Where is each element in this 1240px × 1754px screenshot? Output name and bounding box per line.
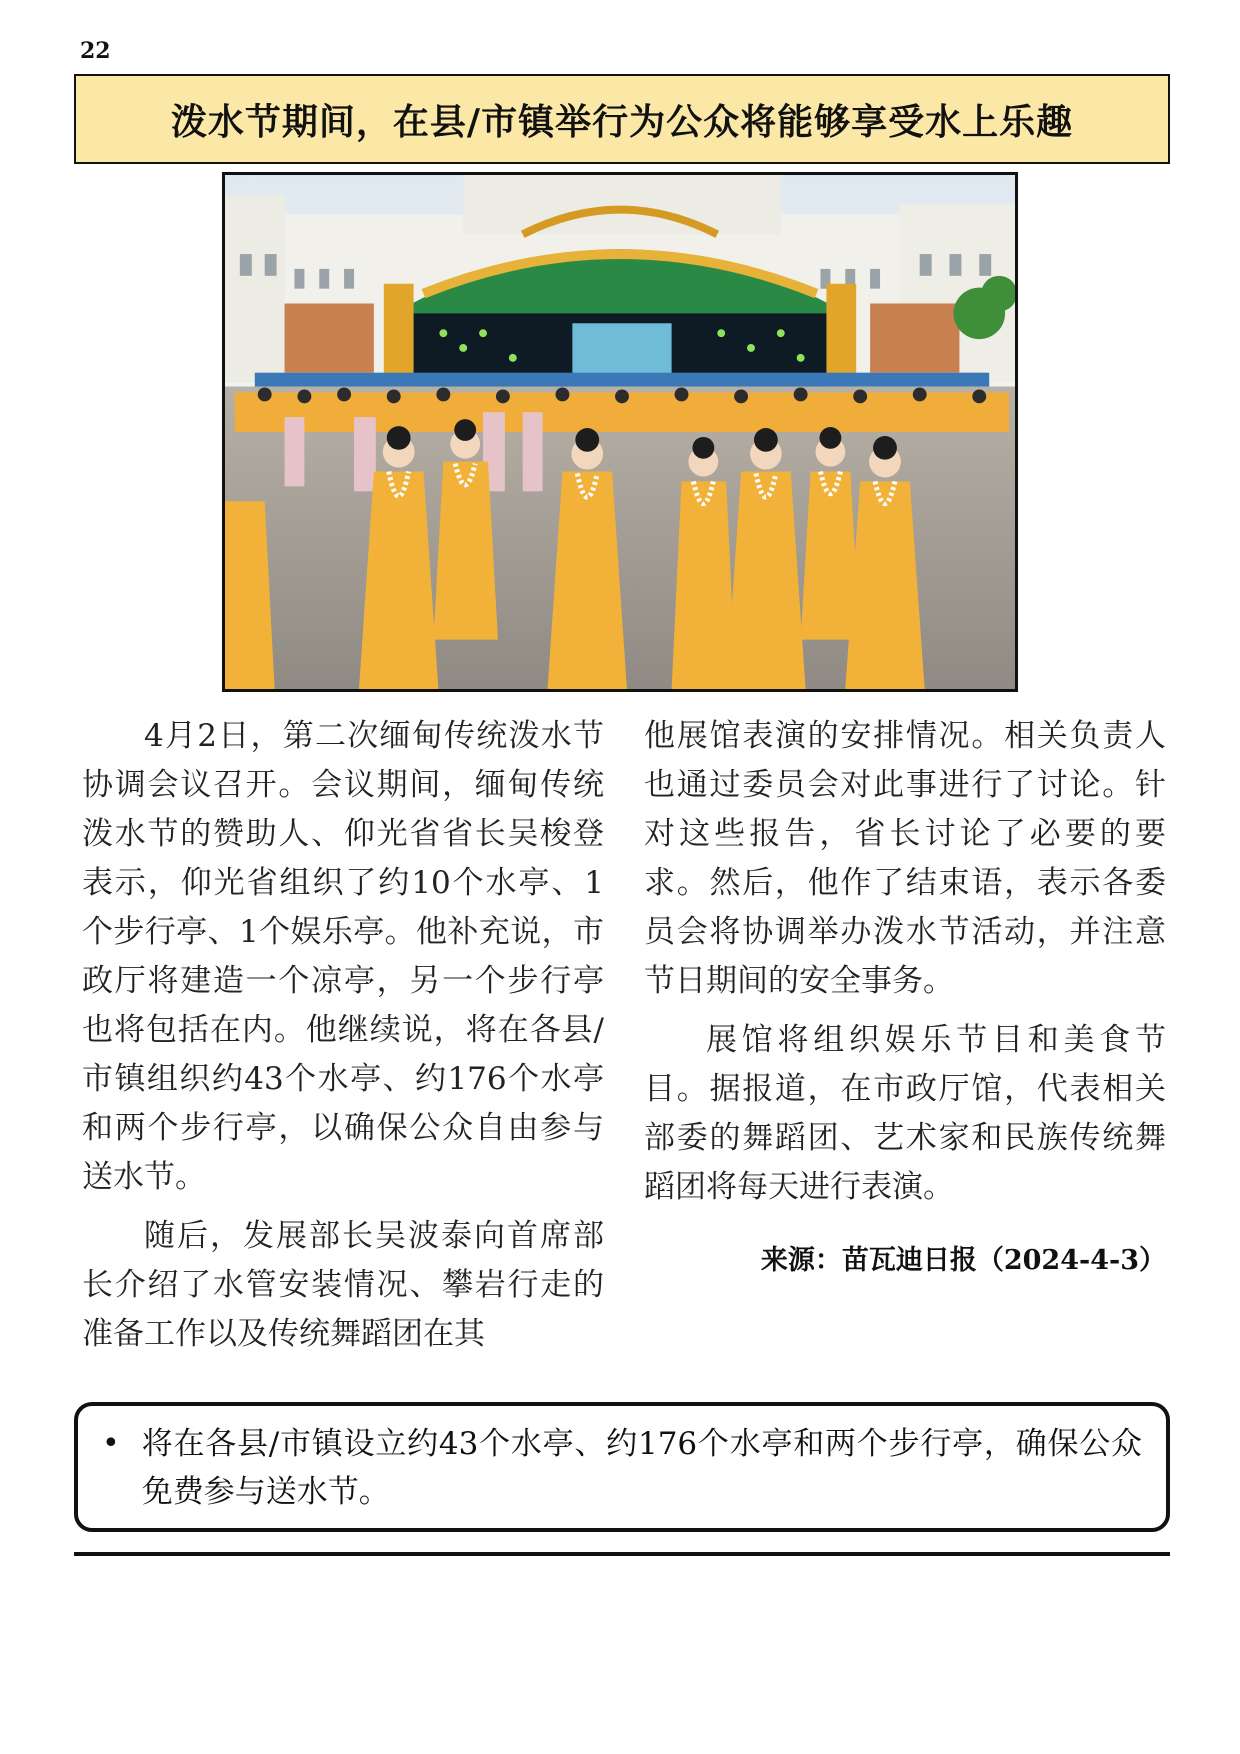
headline-banner bbox=[74, 74, 1170, 164]
page-number: 22 bbox=[80, 38, 111, 64]
article-paragraph: 他展馆表演的安排情况。相关负责人也通过委员会对此事进行了讨论。针对这些报告，省长讨论了必要的要求。然后，他作了结束语，表示各委员会将协调举办泼水节活动，并注意节日期间的安全事务。 bbox=[644, 718, 1166, 999]
article-paragraph: 展馆将组织娱乐节目和美食节目。据报道，在市政厅馆，代表相关部委的舞蹈团、艺术家和民族传统舞蹈团将每天进行表演。 bbox=[644, 1022, 1166, 1205]
festival-photo-illustration bbox=[225, 175, 1015, 689]
summary-text: 将在各县/市镇设立约43个水亭、约176个水亭和两个步行亭，确保公众免费参与送水节。 bbox=[141, 1426, 1142, 1510]
bottom-divider bbox=[74, 1552, 1170, 1556]
article-column-left bbox=[82, 712, 604, 1369]
article-source: 来源：苗瓦迪日报（2024-4-3） bbox=[760, 1245, 1166, 1276]
bullet-icon: • bbox=[102, 1426, 120, 1461]
article-paragraph: 4月2日，第二次缅甸传统泼水节协调会议召开。会议期间，缅甸传统泼水节的赞助人、仰光省省长吴梭登表示，仰光省组织了约10个水亭、1个步行亭、1个娱乐亭。他补充说，市政厅将建造一个凉亭，另一个步行亭也将包括在内。他继续说，将在各县/市镇组织约43个水亭、约176个水亭和两个步行亭，以确保公众自由参与送水节。 bbox=[82, 718, 604, 1195]
headline-title: 泼水节期间，在县/市镇举行为公众将能够享受水上乐趣 bbox=[170, 101, 1074, 143]
summary-box bbox=[74, 1402, 1170, 1532]
article-column-right bbox=[644, 712, 1166, 1285]
festival-photo bbox=[222, 172, 1018, 692]
article-paragraph: 随后，发展部长吴波泰向首席部长介绍了水管安装情况、攀岩行走的准备工作以及传统舞蹈团在其 bbox=[82, 1218, 604, 1352]
